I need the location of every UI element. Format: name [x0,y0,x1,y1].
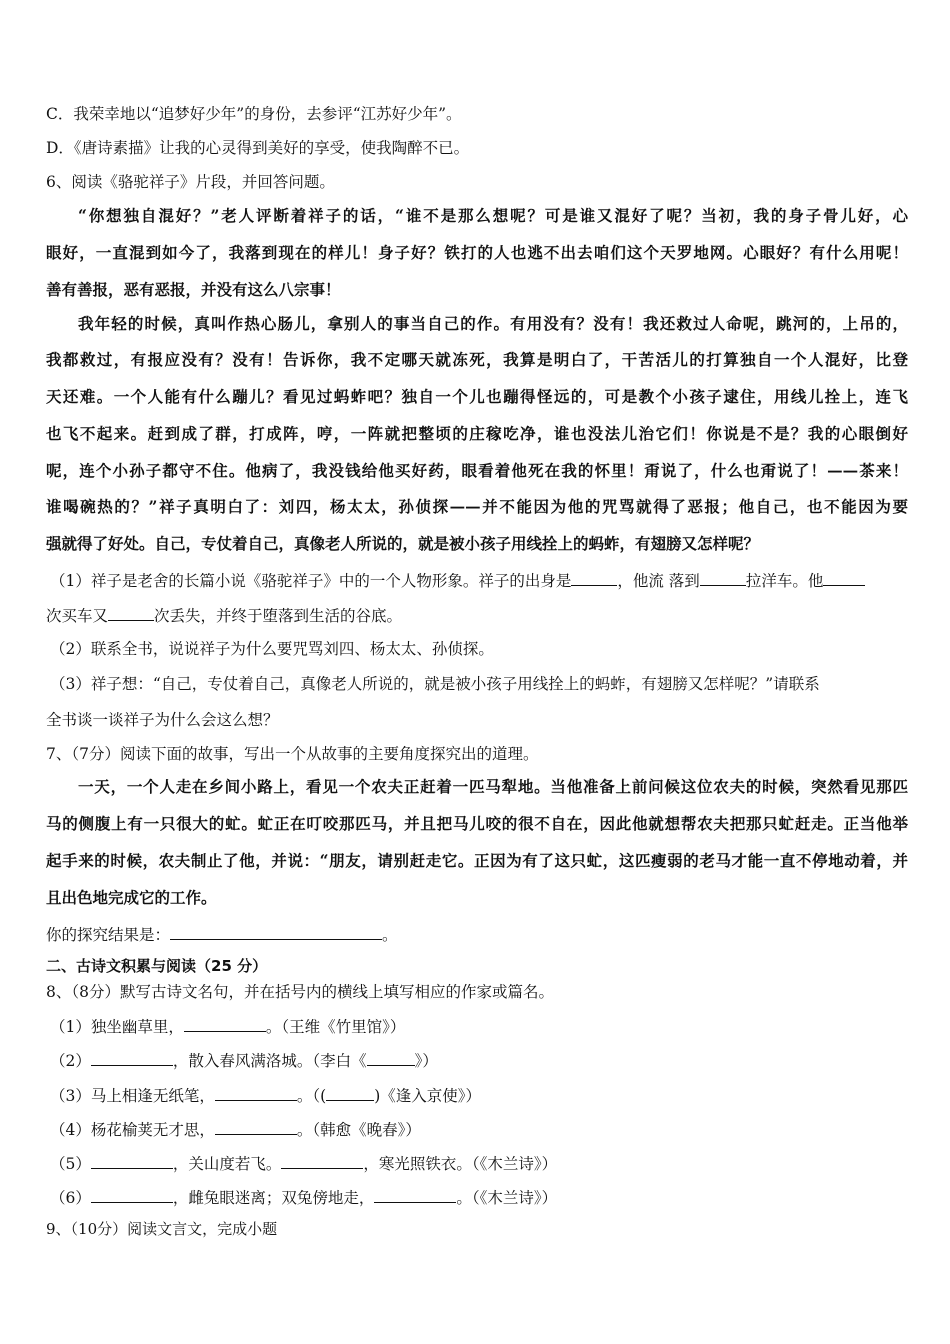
answer-blank[interactable] [184,1015,266,1032]
q8-item: （1）独坐幽草里， 。（王维《竹里馆》） [50,1015,912,1037]
q6-passage-line: 强就得了好处。自己，专仗着自己，真像老人所说的，就是被小孩子用线拴上的蚂蚱，有翅膀又怎样呢？ [46,534,760,553]
q8-item: （4）杨花榆荚无才思， 。（韩愈《晚春》） [50,1118,912,1140]
answer-blank[interactable] [700,569,746,586]
q7-answer: 你的探究结果是： 。 [46,923,908,945]
q7-passage-line: 一天，一个人走在乡间小路上，看见一个农夫正赶着一匹马犁地。当他准备上前问候这位农夫的时候，突然看见那匹 [78,777,908,796]
q8-item: （2） ，散入春风满洛城。（李白《 》） [50,1049,912,1071]
q6-passage-line: 善有善报，恶有恶报，并没有这么八宗事！ [46,280,341,299]
answer-blank[interactable] [215,1084,297,1101]
answer-blank[interactable] [91,1186,173,1203]
q6-sub2: （2）联系全书，说说祥子为什么要咒骂刘四、杨太太、孙侦探。 [50,640,494,658]
q8-title: 8、（8分）默写古诗文名句，并在括号内的横线上填写相应的作家或篇名。 [46,983,554,1001]
q6-passage-line: “你想独自混好？”老人评断着祥子的话，“谁不是那么想呢？可是谁又混好了呢？当初，我的身子骨儿好，心 [78,206,908,225]
answer-blank[interactable] [108,604,154,621]
q6-passage-line: 也飞不起来。赶到成了群，打成阵，哼，一阵就把整顷的庄稼吃净，谁也没法儿治它们！你说是不是？我的心眼倒好 [46,424,908,443]
q9-title: 9、（10分）阅读文言文，完成小题 [46,1220,278,1238]
q7-passage-line: 且出色地完成它的工作。 [46,888,217,907]
q6-passage-line: 天还难。一个人能有什么蹦儿？看见过蚂蚱吧？独自一个儿也蹦得怪远的，可是教个小孩子逮住，用线儿拴上，连飞 [46,387,908,406]
q8-item: （3）马上相逢无纸笔， 。（( )《逢入京使》） [50,1084,912,1106]
answer-blank[interactable] [91,1049,173,1066]
q6-title: 6、阅读《骆驼祥子》片段，并回答问题。 [46,173,335,191]
q6-sub1: （1）祥子是老舍的长篇小说《骆驼祥子》中的一个人物形象。祥子的出身是 ，他流 落到 拉洋车。他 [50,569,912,591]
answer-blank[interactable] [374,1186,456,1203]
q6-sub1-cont: 次买车又 次丢失，并终于堕落到生活的谷底。 [46,604,908,626]
answer-blank[interactable] [367,1049,415,1066]
answer-blank[interactable] [823,569,865,586]
q7-passage-line: 马的侧腹上有一只很大的虻。虻正在叮咬那匹马，并且把马儿咬的很不自在，因此他就想帮农夫把那只虻赶走。正当他举 [46,814,908,833]
q6-passage-line: 呢，连个小孙子都守不住。他病了，我没钱给他买好药，眼看着他死在我的怀里！甭说了，什么也甭说了！——茶来！ [46,461,908,480]
q6-passage-line: 我年轻的时候，真叫作热心肠儿，拿别人的事当自己的作。有用没有？没有！我还救过人命呢，跳河的，上吊的， [78,314,908,333]
answer-blank[interactable] [281,1152,363,1169]
q6-passage-line: 眼好，一直混到如今了，我落到现在的样儿！身子好？铁打的人也逃不出去咱们这个天罗地网。心眼好？有什么用呢！ [46,243,908,262]
answer-blank[interactable] [215,1118,297,1135]
q8-item: （6） ，雌兔眼迷离；双兔傍地走， 。（《木兰诗》） [50,1186,912,1208]
answer-blank[interactable] [170,923,382,940]
q8-item: （5） ，关山度若飞。 ，寒光照铁衣。（《木兰诗》） [50,1152,912,1174]
option-c: C．我荣幸地以“追梦好少年”的身份，去参评“江苏好少年”。 [46,105,462,123]
answer-blank[interactable] [571,569,617,586]
answer-blank[interactable] [326,1084,374,1101]
q7-passage-line: 起手来的时候，农夫制止了他，并说：“朋友，请别赶走它。正因为有了这只虻，这匹瘦弱的老马才能一直不停地动着，并 [46,851,908,870]
option-d: D．《唐诗素描》让我的心灵得到美好的享受，使我陶醉不已。 [46,139,470,157]
q6-passage-line: 谁喝碗热的？”祥子真明白了：刘四，杨太太，孙侦探——并不能因为他的咒骂就得了恶报；他自己，也不能因为要 [46,497,908,516]
section-heading: 二、古诗文积累与阅读（25 分） [46,957,268,975]
q6-passage-line: 我都救过，有报应没有？没有！告诉你，我不定哪天就冻死，我算是明白了，干苦活儿的打算独自一个人混好，比登 [46,350,908,369]
q7-title: 7、（7分）阅读下面的故事，写出一个从故事的主要角度探究出的道理。 [46,745,539,763]
q6-sub3-cont: 全书谈一谈祥子为什么会这么想？ [46,711,279,729]
q6-sub3: （3）祥子想：“自己，专仗着自己，真像老人所说的，就是被小孩子用线拴上的蚂蚱，有翅膀又怎样呢？”请联系 [50,675,820,693]
answer-blank[interactable] [91,1152,173,1169]
